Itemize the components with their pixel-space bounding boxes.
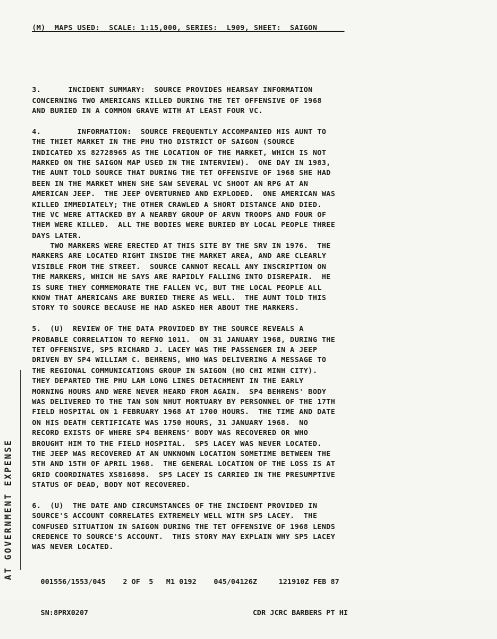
text-line: AMERICAN JEEP. THE JEEP OVERTURNED AND EXPLODED. ONE AMERICAN WAS <box>32 189 336 199</box>
text-line: RECORD EXISTS OF WHERE SP4 BEHRENS' BODY WAS RECOVERED OR WHO <box>32 428 309 438</box>
text-line: INDICATED XS 82728965 AS THE LOCATION OF THE MARKET, WHICH IS NOT <box>32 147 327 157</box>
message-footer <box>32 556 494 639</box>
paragraph-5 <box>32 324 494 490</box>
text-line: TET OFFENSIVE, SP5 RICHARD J. LACEY WAS THE PASSENGER IN A JEEP <box>32 344 318 354</box>
text-line: TWO MARKERS WERE ERECTED AT THIS SITE BY THE SRV IN 1976. THE <box>32 241 331 251</box>
text-line: IS SURE THEY COMMEMORATE THE FALLEN VC, BUT THE LOCAL PEOPLE ALL <box>32 282 322 292</box>
text-line: THE THIET MARKET IN THE PHU THO DISTRICT OF SAIGON (SOURCE <box>32 137 295 147</box>
text-line: WAS NEVER LOCATED. <box>32 542 114 552</box>
text-line: DRIVEN BY SP4 WILLIAM C. BEHRENS, WHO WAS DELIVERING A MESSAGE TO <box>32 355 327 365</box>
text-line: CONFUSED SITUATION IN SAIGON DURING THE TET OFFENSIVE OF 1968 LENDS <box>32 521 336 531</box>
footer-serial-line: SN:8PRX0207 CDR JCRC BARBERS PT HI <box>32 608 348 618</box>
paragraph-4 <box>32 127 494 314</box>
teletype-body <box>32 2 494 574</box>
text-line: GRID COORDINATES XS816898. SP5 LACEY IS CARRIED IN THE PRESUMPTIVE <box>32 469 336 479</box>
text-line: CREDENCE TO SOURCE'S ACCOUNT. THIS STORY MAY EXPLAIN WHY SP5 LACEY <box>32 532 336 542</box>
text-line: STORY TO SOURCE BECAUSE HE HAD ASKED HER ABOUT THE MARKERS. <box>32 303 300 313</box>
text-line: THE VC WERE ATTACKED BY A NEARBY GROUP OF ARVN TROOPS AND FOUR OF <box>32 209 327 219</box>
text-line: 5. (U) REVIEW OF THE DATA PROVIDED BY THE SOURCE REVEALS A <box>32 324 304 334</box>
footer-routing-line: 001556/1553/045 2 OF 5 M1 0192 045/04126Z 121910Z FEB 87 <box>32 576 340 586</box>
text-line: THE AUNT TOLD SOURCE THAT DURING THE TET OFFENSIVE OF 1968 SHE HAD <box>32 168 331 178</box>
text-line: 6. (U) THE DATE AND CIRCUMSTANCES OF THE INCIDENT PROVIDED IN <box>32 500 318 510</box>
text-line: MARKERS ARE LOCATED RIGHT INSIDE THE MARKET AREA, AND ARE CLEARLY <box>32 251 327 261</box>
paragraph-3 <box>32 85 494 116</box>
text-line: THE JEEP WAS RECOVERED AT AN UNKNOWN LOCATION SOMETIME BETWEEN THE <box>32 448 331 458</box>
text-line: PROBABLE CORRELATION TO REFNO 1011. ON 31 JANUARY 1968, DURING THE <box>32 334 336 344</box>
text-line: 4. INFORMATION: SOURCE FREQUENTLY ACCOMPANIED HIS AUNT TO <box>32 126 327 136</box>
government-expense-stamp: AT GOVERNMENT EXPENSE <box>4 438 14 580</box>
text-line: DAYS LATER. <box>32 230 82 240</box>
text-line: STATUS OF DEAD, BODY NOT RECOVERED. <box>32 480 191 490</box>
text-line: THEY DEPARTED THE PHU LAM LONG LINES DETACHMENT IN THE EARLY <box>32 376 304 386</box>
text-line: CONCERNING TWO AMERICANS KILLED DURING THE TET OFFENSIVE OF 1968 <box>32 95 322 105</box>
text-line: WAS DELIVERED TO THE TAN SON NHUT MORTUARY BY PERSONNEL OF THE 17TH <box>32 396 336 406</box>
text-line: BROUGHT HIM TO THE FIELD HOSPITAL. SP5 LACEY WAS NEVER LOCATED. <box>32 438 322 448</box>
text-line: BEEN IN THE MARKET WHEN SHE SAW SEVERAL VC SHOOT AN RPG AT AN <box>32 178 309 188</box>
text-line: AND BURIED IN A COMMON GRAVE WITH AT LEAST FOUR VC. <box>32 106 263 115</box>
text-line: 5TH AND 15TH OF APRIL 1968. THE GENERAL LOCATION OF THE LOSS IS AT <box>32 459 336 469</box>
text-line: ON HIS DEATH CERTIFICATE WAS 1750 HOURS, 31 JANUARY 1968. NO <box>32 417 309 427</box>
text-line: 3. INCIDENT SUMMARY: SOURCE PROVIDES HEARSAY INFORMATION <box>32 85 313 95</box>
text-line: MORNING HOURS AND WERE NEVER HEARD FROM AGAIN. SP4 BEHRENS' BODY <box>32 386 327 396</box>
text-line: THEM WERE KILLED. ALL THE BODIES WERE BURIED BY LOCAL PEOPLE THREE <box>32 220 336 230</box>
paragraphs <box>32 85 494 553</box>
maps-used-header: (M) MAPS USED: SCALE: 1:15,000, SERIES: L909, SHEET: SAIGON______ <box>32 22 345 32</box>
text-line: MARKED ON THE SAIGON MAP USED IN THE INTERVIEW). ONE DAY IN 1983, <box>32 157 331 167</box>
text-line: KILLED IMMEDIATELY; THE OTHER CRAWLED A SHORT DISTANCE AND DIED. <box>32 199 322 209</box>
paragraph-6 <box>32 501 494 553</box>
text-line: FIELD HOSPITAL ON 1 FEBRUARY 1968 AT 1700 HOURS. THE TIME AND DATE <box>32 407 336 417</box>
text-line: THE REGIONAL COMMUNICATIONS GROUP IN SAIGON (HO CHI MINH CITY). <box>32 365 318 375</box>
text-line: SOURCE'S ACCOUNT CORRELATES EXTREMELY WELL WITH SP5 LACEY. THE <box>32 511 318 521</box>
text-line: THE MARKERS, WHICH HE SAYS ARE RAPIDLY FALLING INTO DISREPAIR. HE <box>32 272 331 282</box>
text-line: KNOW THAT AMERICANS ARE BURIED THERE AS WELL. THE AUNT TOLD THIS <box>32 293 327 303</box>
text-line: VISIBLE FROM THE STREET. SOURCE CANNOT RECALL ANY INSCRIPTION ON <box>32 261 327 271</box>
